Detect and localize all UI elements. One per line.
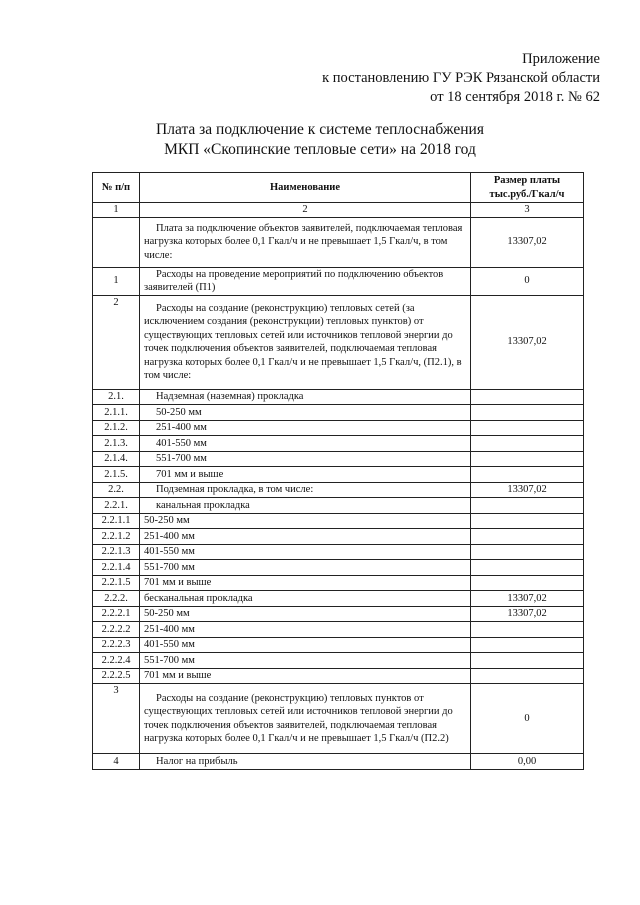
row-number: 2.2.1.4 bbox=[93, 560, 140, 576]
row-value bbox=[471, 389, 584, 405]
row-name: 50-250 мм bbox=[140, 405, 471, 421]
table-row bbox=[93, 591, 584, 607]
table-row bbox=[93, 451, 584, 467]
row-value: 13307,02 bbox=[471, 217, 584, 267]
column-index-row bbox=[93, 203, 584, 218]
row-value bbox=[471, 529, 584, 545]
row-number: 2.1.4. bbox=[93, 451, 140, 467]
row-value: 0 bbox=[471, 267, 584, 295]
row-number: 2.1.2. bbox=[93, 420, 140, 436]
row-number bbox=[93, 217, 140, 267]
title-line-1: Плата за подключение к системе теплоснабжения bbox=[156, 121, 484, 138]
appendix-line-1: Приложение bbox=[522, 51, 600, 67]
row-value bbox=[471, 544, 584, 560]
row-name: 551-700 мм bbox=[140, 653, 471, 669]
title-line-2: МКП «Скопинские тепловые сети» на 2018 год bbox=[164, 141, 476, 158]
row-value bbox=[471, 420, 584, 436]
table-row bbox=[93, 529, 584, 545]
row-value bbox=[471, 436, 584, 452]
row-name: 701 мм и выше bbox=[140, 668, 471, 684]
row-name: Подземная прокладка, в том числе: bbox=[140, 482, 471, 498]
column-index: 2 bbox=[140, 203, 471, 218]
header-name: Наименование bbox=[140, 173, 471, 203]
row-value bbox=[471, 467, 584, 483]
table-row bbox=[93, 389, 584, 405]
table-row bbox=[93, 295, 584, 389]
document-title bbox=[0, 120, 640, 160]
table-row bbox=[93, 544, 584, 560]
table-row bbox=[93, 575, 584, 591]
table-row bbox=[93, 637, 584, 653]
row-number: 2.2. bbox=[93, 482, 140, 498]
header-value bbox=[471, 173, 584, 203]
row-number: 1 bbox=[93, 267, 140, 295]
header-value-line-2: тыс.руб./Гкал/ч bbox=[489, 188, 565, 200]
row-name: 551-700 мм bbox=[140, 560, 471, 576]
table-row bbox=[93, 498, 584, 514]
row-number: 2.2.1.1 bbox=[93, 513, 140, 529]
table-row bbox=[93, 622, 584, 638]
table-row bbox=[93, 560, 584, 576]
row-name: 401-550 мм bbox=[140, 436, 471, 452]
row-name: 251-400 мм bbox=[140, 622, 471, 638]
column-index: 1 bbox=[93, 203, 140, 218]
table-row bbox=[93, 754, 584, 770]
table-row bbox=[93, 482, 584, 498]
row-number: 4 bbox=[93, 754, 140, 770]
row-number: 2.2.1.2 bbox=[93, 529, 140, 545]
row-name: 251-400 мм bbox=[140, 529, 471, 545]
row-name: канальная прокладка bbox=[140, 498, 471, 514]
row-number: 2.2.2.5 bbox=[93, 668, 140, 684]
row-name: 50-250 мм bbox=[140, 513, 471, 529]
row-name: Расходы на создание (реконструкцию) тепловых пунктов от существующих тепловых сетей или источников тепловой энергии до точек подключения объектов заявителей, подключаемая тепловая нагрузка которых более 0,1 Гкал/ч и не превышает 1,5 Гкал/ч (П2.2) bbox=[140, 684, 471, 754]
row-number: 2.2.1. bbox=[93, 498, 140, 514]
row-number: 2.2.2.4 bbox=[93, 653, 140, 669]
row-number: 2.1.1. bbox=[93, 405, 140, 421]
row-value: 13307,02 bbox=[471, 606, 584, 622]
row-value bbox=[471, 653, 584, 669]
table-row bbox=[93, 668, 584, 684]
row-name: бесканальная прокладка bbox=[140, 591, 471, 607]
row-name: 701 мм и выше bbox=[140, 575, 471, 591]
row-value: 13307,02 bbox=[471, 482, 584, 498]
row-value bbox=[471, 668, 584, 684]
row-number: 2.1.3. bbox=[93, 436, 140, 452]
row-name: 401-550 мм bbox=[140, 544, 471, 560]
table-row bbox=[93, 436, 584, 452]
row-value bbox=[471, 622, 584, 638]
row-value bbox=[471, 560, 584, 576]
row-number: 2.1.5. bbox=[93, 467, 140, 483]
row-value bbox=[471, 405, 584, 421]
row-value bbox=[471, 637, 584, 653]
appendix-line-3: от 18 сентября 2018 г. № 62 bbox=[430, 89, 600, 105]
row-name: 551-700 мм bbox=[140, 451, 471, 467]
table-row bbox=[93, 653, 584, 669]
table-row bbox=[93, 217, 584, 267]
row-number: 2.1. bbox=[93, 389, 140, 405]
row-name: 251-400 мм bbox=[140, 420, 471, 436]
row-value bbox=[471, 513, 584, 529]
row-name: 701 мм и выше bbox=[140, 467, 471, 483]
row-value: 13307,02 bbox=[471, 295, 584, 389]
row-value bbox=[471, 451, 584, 467]
row-value: 0,00 bbox=[471, 754, 584, 770]
table-row bbox=[93, 684, 584, 754]
row-value: 13307,02 bbox=[471, 591, 584, 607]
table-row bbox=[93, 420, 584, 436]
row-number: 2.2.1.3 bbox=[93, 544, 140, 560]
table-row bbox=[93, 606, 584, 622]
row-number: 2.2.2.2 bbox=[93, 622, 140, 638]
table-row bbox=[93, 513, 584, 529]
header-number: № п/п bbox=[93, 173, 140, 203]
tariff-table bbox=[92, 172, 584, 770]
row-value: 0 bbox=[471, 684, 584, 754]
row-name: 50-250 мм bbox=[140, 606, 471, 622]
table-header-row bbox=[93, 173, 584, 203]
table-row bbox=[93, 267, 584, 295]
row-value bbox=[471, 575, 584, 591]
header-value-line-1: Размер платы bbox=[493, 174, 561, 186]
table-row bbox=[93, 467, 584, 483]
row-number: 3 bbox=[93, 684, 140, 754]
row-number: 2.2.1.5 bbox=[93, 575, 140, 591]
row-number: 2.2.2.1 bbox=[93, 606, 140, 622]
appendix-line-2: к постановлению ГУ РЭК Рязанской области bbox=[322, 70, 600, 86]
column-index: 3 bbox=[471, 203, 584, 218]
row-name: Надземная (наземная) прокладка bbox=[140, 389, 471, 405]
table-row bbox=[93, 405, 584, 421]
row-name: Налог на прибыль bbox=[140, 754, 471, 770]
row-number: 2.2.2. bbox=[93, 591, 140, 607]
row-name: 401-550 мм bbox=[140, 637, 471, 653]
row-name: Плата за подключение объектов заявителей, подключаемая тепловая нагрузка которых более 0,1 Гкал/ч и не превышает 1,5 Гкал/ч, в том числе: bbox=[140, 217, 471, 267]
row-name: Расходы на проведение мероприятий по подключению объектов заявителей (П1) bbox=[140, 267, 471, 295]
row-number: 2 bbox=[93, 295, 140, 389]
appendix-header bbox=[322, 50, 600, 107]
row-name: Расходы на создание (реконструкцию) тепловых сетей (за исключением создания (реконструкции) тепловых пунктов) от существующих тепловых сетей или источников тепловой энергии до точек подключения объектов заявителей, подключаемая тепловая нагрузка которых более 0,1 Гкал/ч и не превышает 1,5 Гкал/ч, (П2.1), в том числе: bbox=[140, 295, 471, 389]
row-value bbox=[471, 498, 584, 514]
row-number: 2.2.2.3 bbox=[93, 637, 140, 653]
